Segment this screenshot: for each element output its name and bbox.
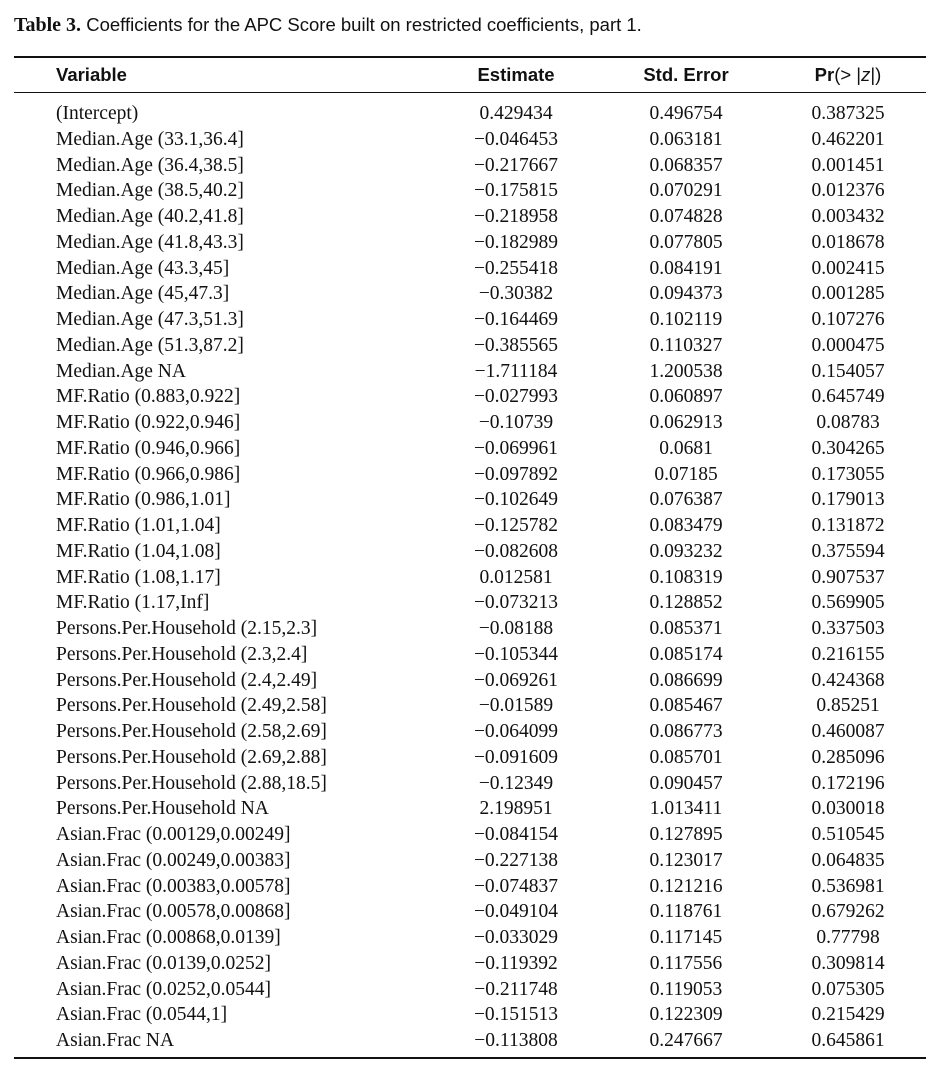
cell-std-error: 0.076387 (649, 489, 723, 511)
table-row (14, 178, 926, 204)
table-row (14, 1028, 926, 1054)
cell-variable: Asian.Frac (0.00129,0.00249] (56, 824, 291, 845)
table-row (14, 281, 926, 307)
table-row (14, 256, 926, 282)
cell-p-value: 0.064835 (811, 849, 885, 871)
header-estimate: Estimate (477, 64, 555, 85)
table-row (14, 153, 926, 179)
header-p-value-close: |) (870, 64, 882, 85)
cell-p-value: 0.907537 (811, 566, 885, 588)
cell-p-value: 0.216155 (811, 643, 885, 665)
cell-estimate: −0.084154 (473, 824, 559, 845)
cell-variable: Median.Age (43.3,45] (56, 257, 230, 279)
cell-estimate: −0.182989 (473, 231, 559, 253)
cell-estimate: −0.211748 (474, 978, 558, 1000)
cell-p-value: 0.337503 (811, 618, 885, 639)
cell-std-error: 0.0681 (659, 437, 713, 459)
cell-std-error: 0.077805 (649, 231, 723, 253)
cell-p-value: 0.304265 (811, 437, 885, 459)
cell-estimate: −0.227138 (473, 849, 559, 871)
cell-std-error: 0.085371 (649, 618, 723, 639)
table-row (14, 127, 926, 153)
cell-p-value: 0.645749 (811, 386, 885, 408)
cell-estimate: −0.069261 (473, 669, 559, 691)
cell-p-value: 0.536981 (811, 875, 885, 897)
cell-variable: Asian.Frac (0.0544,1] (56, 1004, 228, 1026)
cell-estimate: 0.429434 (479, 103, 553, 124)
table-row (14, 874, 926, 900)
table-body (14, 92, 926, 1054)
cell-p-value: 0.460087 (811, 721, 885, 742)
header-p-value-pr: Pr (814, 64, 835, 85)
cell-variable: Persons.Per.Household (2.49,2.58] (56, 695, 327, 717)
table-caption (14, 12, 642, 38)
cell-p-value: 0.107276 (811, 309, 885, 330)
table-row (14, 359, 926, 385)
cell-variable: MF.Ratio (1.08,1.17] (56, 566, 221, 588)
cell-variable: Asian.Frac (0.00578,0.00868] (56, 901, 291, 923)
table-row (14, 796, 926, 822)
cell-p-value: 0.172196 (811, 772, 885, 794)
table-row (14, 771, 926, 797)
cell-variable: Persons.Per.Household (2.4,2.49] (56, 669, 318, 691)
cell-p-value: 0.77798 (816, 927, 880, 948)
cell-variable: (Intercept) (56, 103, 139, 124)
table-row (14, 822, 926, 848)
cell-p-value: 0.285096 (811, 746, 885, 768)
table-header-row (14, 58, 926, 92)
table-row (14, 462, 926, 488)
cell-variable: MF.Ratio (0.946,0.966] (56, 437, 241, 459)
cell-p-value: 0.002415 (811, 257, 885, 279)
table-row (14, 384, 926, 410)
cell-p-value: 0.012376 (811, 180, 885, 202)
cell-std-error: 0.127895 (649, 824, 723, 845)
cell-p-value: 0.375594 (811, 540, 885, 562)
table-row (14, 204, 926, 230)
cell-variable: Persons.Per.Household (2.58,2.69] (56, 721, 327, 742)
cell-variable: Persons.Per.Household (2.15,2.3] (56, 618, 318, 639)
cell-std-error: 0.119053 (649, 978, 723, 1000)
cell-p-value: 0.569905 (811, 592, 885, 614)
cell-estimate: −0.082608 (473, 540, 559, 562)
cell-std-error: 0.093232 (649, 540, 723, 562)
table-row (14, 410, 926, 436)
cell-estimate: −0.08188 (478, 618, 554, 639)
cell-variable: Median.Age NA (56, 360, 186, 382)
cell-std-error: 1.013411 (649, 798, 723, 820)
cell-estimate: −0.218958 (473, 206, 559, 227)
cell-std-error: 0.102119 (649, 309, 723, 330)
cell-estimate: −0.385565 (473, 334, 559, 356)
cell-estimate: −0.12349 (478, 772, 554, 794)
cell-estimate: −0.175815 (473, 180, 559, 202)
table-row (14, 642, 926, 668)
cell-variable: Median.Age (45,47.3] (56, 283, 230, 305)
table-row (14, 951, 926, 977)
cell-std-error: 0.074828 (649, 206, 723, 227)
cell-p-value: 0.018678 (811, 231, 885, 253)
table-row (14, 977, 926, 1003)
cell-variable: Asian.Frac (0.00249,0.00383] (56, 849, 291, 871)
header-std-error: Std. Error (643, 64, 729, 85)
cell-variable: MF.Ratio (1.04,1.08] (56, 540, 221, 562)
cell-variable: MF.Ratio (0.883,0.922] (56, 386, 241, 408)
cell-std-error: 0.496754 (649, 103, 723, 124)
cell-p-value: 0.215429 (811, 1004, 885, 1026)
cell-estimate: −0.074837 (473, 875, 559, 897)
cell-estimate: −0.30382 (478, 283, 554, 305)
cell-p-value: 0.679262 (811, 901, 885, 923)
cell-p-value: 0.645861 (811, 1030, 885, 1051)
cell-std-error: 0.247667 (649, 1030, 723, 1051)
table-row (14, 230, 926, 256)
cell-variable: Asian.Frac (0.0139,0.0252] (56, 952, 272, 974)
cell-estimate: −1.711184 (474, 360, 558, 382)
cell-estimate: −0.151513 (473, 1004, 559, 1026)
table-row (14, 616, 926, 642)
cell-variable: Median.Age (38.5,40.2] (56, 180, 244, 202)
cell-estimate: −0.046453 (473, 128, 559, 150)
cell-estimate: −0.033029 (473, 927, 559, 948)
header-p-value (770, 58, 926, 92)
cell-variable: Asian.Frac (0.00383,0.00578] (56, 875, 291, 897)
table-row (14, 565, 926, 591)
cell-variable: Persons.Per.Household (2.3,2.4] (56, 643, 308, 665)
cell-std-error: 0.121216 (649, 875, 723, 897)
cell-estimate: −0.073213 (473, 592, 559, 614)
cell-std-error: 1.200538 (649, 360, 723, 382)
cell-estimate: −0.113808 (474, 1030, 558, 1051)
cell-std-error: 0.063181 (649, 128, 723, 150)
cell-std-error: 0.085467 (649, 695, 723, 717)
cell-std-error: 0.068357 (649, 154, 723, 176)
header-p-value-open: (> | (834, 64, 862, 85)
table-row (14, 745, 926, 771)
table-row (14, 539, 926, 565)
cell-estimate: −0.255418 (473, 257, 559, 279)
cell-estimate: −0.119392 (474, 952, 558, 974)
table-row (14, 590, 926, 616)
cell-estimate: −0.164469 (473, 309, 559, 330)
table-caption-label: Table 3. (14, 14, 82, 36)
cell-std-error: 0.086699 (649, 669, 723, 691)
cell-variable: MF.Ratio (1.01,1.04] (56, 515, 221, 536)
cell-estimate: −0.064099 (473, 721, 559, 742)
cell-std-error: 0.123017 (649, 849, 723, 871)
cell-variable: Median.Age (41.8,43.3] (56, 231, 244, 253)
cell-p-value: 0.131872 (811, 515, 885, 536)
table-row (14, 436, 926, 462)
header-variable: Variable (56, 64, 127, 85)
cell-variable: Persons.Per.Household (2.69,2.88] (56, 746, 327, 768)
cell-std-error: 0.108319 (649, 566, 723, 588)
cell-p-value: 0.001451 (811, 154, 885, 176)
cell-p-value: 0.08783 (816, 412, 880, 433)
cell-p-value: 0.462201 (811, 128, 885, 150)
coefficients-table (14, 58, 926, 1054)
cell-p-value: 0.001285 (811, 283, 885, 305)
table-row (14, 668, 926, 694)
cell-p-value: 0.030018 (811, 798, 885, 820)
cell-p-value: 0.000475 (811, 334, 885, 356)
cell-std-error: 0.062913 (649, 412, 723, 433)
table-row (14, 307, 926, 333)
cell-std-error: 0.122309 (649, 1004, 723, 1026)
cell-p-value: 0.154057 (811, 360, 885, 382)
cell-p-value: 0.85251 (816, 695, 880, 717)
cell-variable: MF.Ratio (0.986,1.01] (56, 489, 231, 511)
cell-p-value: 0.173055 (811, 463, 885, 485)
table-row (14, 92, 926, 127)
cell-estimate: −0.10739 (478, 412, 554, 433)
cell-estimate: −0.069961 (473, 437, 559, 459)
cell-p-value: 0.003432 (811, 206, 885, 227)
cell-estimate: −0.01589 (478, 695, 554, 717)
cell-std-error: 0.085174 (649, 643, 723, 665)
cell-p-value: 0.510545 (811, 824, 885, 845)
cell-std-error: 0.094373 (649, 283, 723, 305)
cell-estimate: −0.027993 (473, 386, 559, 408)
cell-std-error: 0.085701 (649, 746, 723, 768)
cell-variable: Median.Age (40.2,41.8] (56, 206, 244, 227)
cell-estimate: 0.012581 (479, 566, 553, 588)
cell-variable: Asian.Frac NA (56, 1030, 175, 1051)
cell-p-value: 0.424368 (811, 669, 885, 691)
cell-std-error: 0.070291 (649, 180, 723, 202)
table-row (14, 1002, 926, 1028)
cell-std-error: 0.118761 (649, 901, 723, 923)
cell-estimate: −0.102649 (473, 489, 559, 511)
cell-estimate: −0.217667 (473, 154, 559, 176)
cell-std-error: 0.110327 (649, 334, 723, 356)
cell-estimate: −0.049104 (473, 901, 559, 923)
cell-std-error: 0.090457 (649, 772, 723, 794)
table-row (14, 848, 926, 874)
cell-std-error: 0.084191 (649, 257, 723, 279)
table-row (14, 899, 926, 925)
cell-p-value: 0.179013 (811, 489, 885, 511)
cell-std-error: 0.128852 (649, 592, 723, 614)
table-caption-text: Coefficients for the APC Score built on restricted coefficients, part 1. (81, 14, 642, 35)
cell-p-value: 0.075305 (811, 978, 885, 1000)
table-row (14, 487, 926, 513)
cell-estimate: −0.105344 (473, 643, 559, 665)
cell-p-value: 0.387325 (811, 103, 885, 124)
cell-variable: MF.Ratio (0.922,0.946] (56, 412, 241, 433)
cell-p-value: 0.309814 (811, 952, 885, 974)
cell-variable: Median.Age (47.3,51.3] (56, 309, 244, 330)
cell-std-error: 0.060897 (649, 386, 723, 408)
cell-variable: Asian.Frac (0.0252,0.0544] (56, 978, 272, 1000)
cell-std-error: 0.083479 (649, 515, 723, 536)
table-row (14, 333, 926, 359)
table-row (14, 925, 926, 951)
cell-variable: MF.Ratio (1.17,Inf] (56, 592, 210, 614)
cell-std-error: 0.086773 (649, 721, 723, 742)
cell-variable: Median.Age (36.4,38.5] (56, 154, 244, 176)
cell-estimate: −0.097892 (473, 463, 559, 485)
cell-estimate: −0.125782 (473, 515, 559, 536)
cell-variable: MF.Ratio (0.966,0.986] (56, 463, 241, 485)
table-row (14, 719, 926, 745)
cell-std-error: 0.117556 (649, 952, 723, 974)
cell-std-error: 0.117145 (649, 927, 723, 948)
table-row (14, 513, 926, 539)
header-p-value-z: z (861, 64, 871, 85)
cell-estimate: −0.091609 (473, 746, 559, 768)
cell-variable: Persons.Per.Household (2.88,18.5] (56, 772, 327, 794)
cell-variable: Persons.Per.Household NA (56, 798, 269, 820)
cell-variable: Asian.Frac (0.00868,0.0139] (56, 927, 281, 948)
table-row (14, 693, 926, 719)
cell-variable: Median.Age (51.3,87.2] (56, 334, 244, 356)
cell-variable: Median.Age (33.1,36.4] (56, 128, 244, 150)
table-bottom-rule (14, 1057, 926, 1059)
cell-std-error: 0.07185 (654, 463, 718, 485)
cell-estimate: 2.198951 (479, 798, 553, 820)
